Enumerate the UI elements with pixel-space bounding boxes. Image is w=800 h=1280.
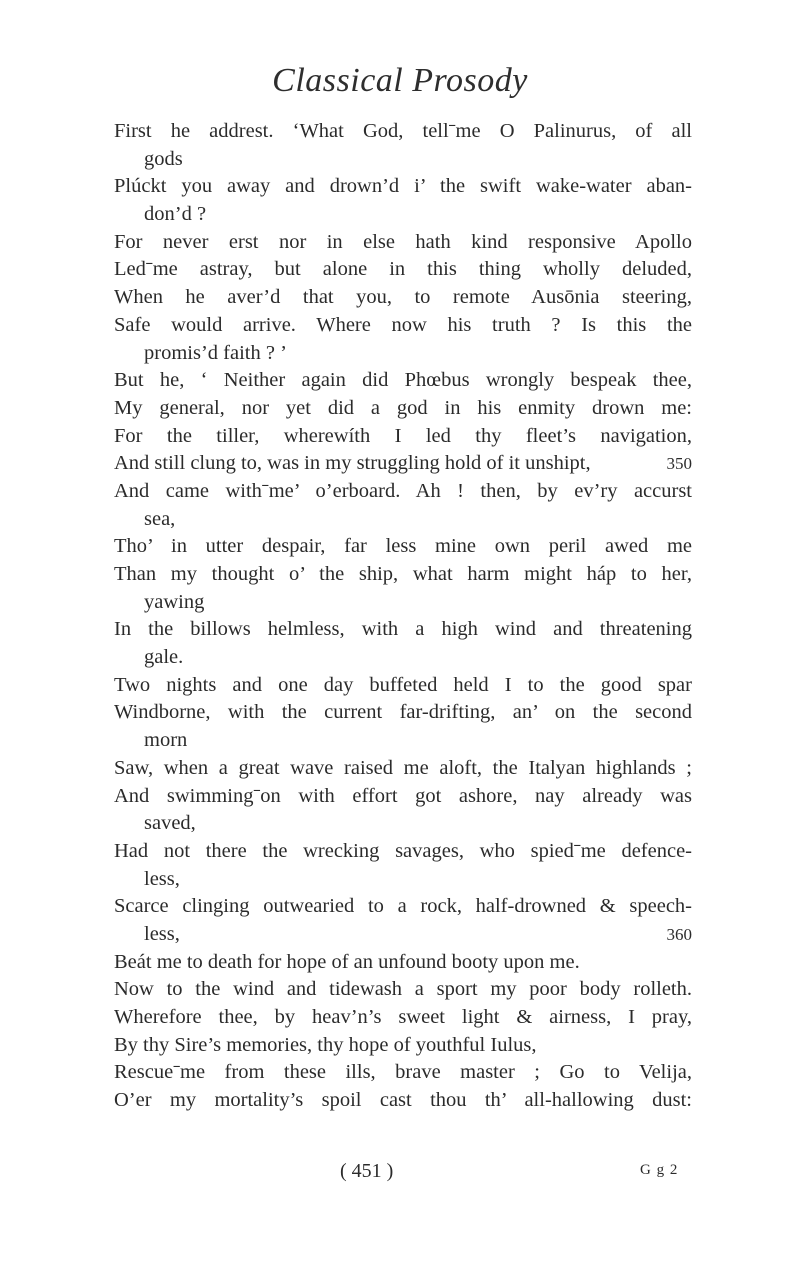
verse-line: Wherefore thee, by heav’n’s sweet light & airness, I pray, — [114, 1006, 692, 1028]
verse-line: Rescueˉme from these ills, brave master ; Go to Velija, — [114, 1061, 692, 1084]
verse-line: First he addrest. ‘What God, tellˉme O Palinurus, of all — [114, 120, 692, 142]
verse-line-continuation: don’d ? — [144, 203, 207, 226]
verse-block — [114, 118, 692, 1115]
verse-line: Windborne, with the current far-drifting, an’ on the second — [114, 701, 692, 724]
verse-line: Scarce clinging outwearied to a rock, half-drowned & speech- — [114, 895, 692, 918]
verse-line: Two nights and one day buffeted held I to the good spar — [114, 673, 692, 696]
verse-line: Now to the wind and tidewash a sport my poor body rolleth. — [114, 978, 692, 1001]
verse-line: Had not there the wrecking savages, who spiedˉme defence- — [114, 839, 692, 862]
verse-line-numbered — [114, 921, 692, 949]
verse-line-continuation: sea, — [144, 507, 176, 530]
verse-line-text: And still clung to, was in my struggling hold of it unshipt, — [114, 452, 591, 475]
signature-mark: G g 2 — [640, 1162, 679, 1178]
verse-line: Ledˉme astray, but alone in this thing wholly deluded, — [114, 258, 692, 281]
verse-line-numbered — [114, 450, 692, 478]
verse-line-continuation: saved, — [144, 812, 196, 835]
verse-line-continuation: morn — [144, 729, 188, 752]
verse-line: Beát me to death for hope of an unfound booty upon me. — [114, 950, 580, 973]
verse-line: For the tiller, wherewíth I led thy fleet’s navigation, — [114, 424, 692, 447]
verse-line: When he aver’d that you, to remote Ausōnia steering, — [114, 286, 692, 309]
verse-line: But he, ‘ Neither again did Phœbus wrongly bespeak thee, — [114, 369, 692, 392]
verse-line: My general, nor yet did a god in his enmity drown me: — [114, 396, 692, 419]
verse-line: Safe would arrive. Where now his truth ? Is this the — [114, 313, 692, 336]
page-footer — [0, 1160, 800, 1190]
verse-line: Saw, when a great wave raised me aloft, the Italyan highlands ; — [114, 756, 692, 779]
verse-line-continuation: gods — [144, 147, 183, 170]
verse-line: In the billows helmless, with a high wind and threatening — [114, 618, 692, 641]
verse-line: Tho’ in utter despair, far less mine own peril awed me — [114, 535, 692, 558]
verse-line: Plúckt you away and drown’d i’ the swift wake-water aban- — [114, 175, 692, 198]
verse-line-continuation: promis’d faith ? ’ — [144, 341, 287, 364]
line-number-360: 360 — [666, 924, 692, 944]
verse-line: Than my thought o’ the ship, what harm might háp to her, — [114, 563, 692, 585]
verse-line: O’er my mortality’s spoil cast thou th’ all-hallowing dust: — [114, 1089, 692, 1112]
line-number-350: 350 — [666, 454, 692, 474]
verse-line-continuation: gale. — [144, 646, 184, 669]
verse-line: And swimmingˉon with effort got ashore, nay already was — [114, 784, 692, 807]
running-head: Classical Prosody — [272, 62, 528, 99]
verse-line-continuation: less, — [144, 867, 180, 890]
verse-line: For never erst nor in else hath kind responsive Apollo — [114, 230, 692, 253]
verse-line: By thy Sire’s memories, thy hope of youthful Iulus, — [114, 1033, 537, 1056]
verse-line: And came withˉme’ o’erboard. Ah ! then, by ev’ry accurst — [114, 479, 692, 502]
verse-line-text: less, — [144, 922, 180, 945]
page-number: ( 451 ) — [340, 1160, 394, 1182]
verse-line-continuation: yawing — [144, 590, 205, 613]
